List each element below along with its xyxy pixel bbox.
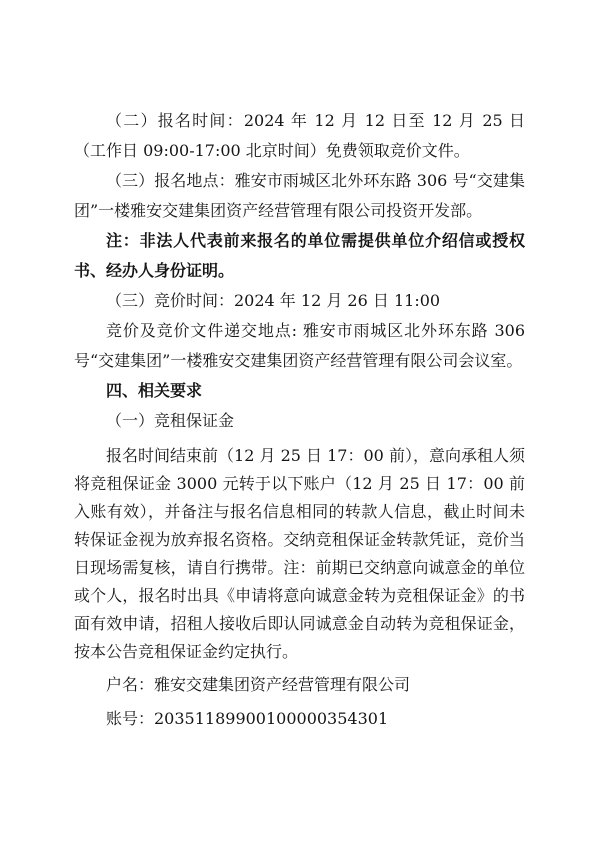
para-registration-time: （二）报名时间：2024 年 12 月 12 日至 12 月 25 日（工作日 09:00-17:00 北京时间）免费领取竞价文件。 xyxy=(74,111,525,160)
para-registration-place: （三）报名地点：雅安市雨城区北外环东路 306 号“交建集团”一楼雅安交建集团资产经营管理有限公司投资开发部。 xyxy=(74,171,525,220)
para-deposit-body: 报名时间结束前（12 月 25 日 17：00 前），意向承租人须将竞租保证金 3000 元转于以下账户（12 月 25 日 17：00 前入账有效），并备注与报名信息相同的转款人信息，截止时间未转保证金视为放弃报名资格。交纳竞租保证金转款凭证，竞价当日现场需复核，请自行携带。注：前期已交纳意向诚意金的单位或个人，报名时出具《申请将意向诚意金转为竞租保证金》的书面有效申请，招租人接收后即认同诚意金自动转为竞租保证金，按本公告竞租保证金约定执行。 xyxy=(74,446,525,661)
para-bidding-time: （三）竞价时间：2024 年 12 月 26 日 11:00 xyxy=(106,291,441,310)
para-note-non-legal-rep: 注：非法人代表前来报名的单位需提供单位介绍信或授权书、经办人身份证明。 xyxy=(74,231,525,280)
para-bidding-submit-place: 竞价及竞价文件递交地点: 雅安市雨城区北外环东路 306 号“交建集团”一楼雅安交建集团资产经营管理有限公司会议室。 xyxy=(74,321,525,370)
para-deposit-subheading: （一）竞租保证金 xyxy=(106,411,235,430)
section-heading-related-requirements: 四、相关要求 xyxy=(106,381,203,400)
para-account-name: 户名：雅安交建集团资产经营管理有限公司 xyxy=(106,675,411,694)
para-account-number: 账号：20351189900100000354301 xyxy=(106,709,389,728)
